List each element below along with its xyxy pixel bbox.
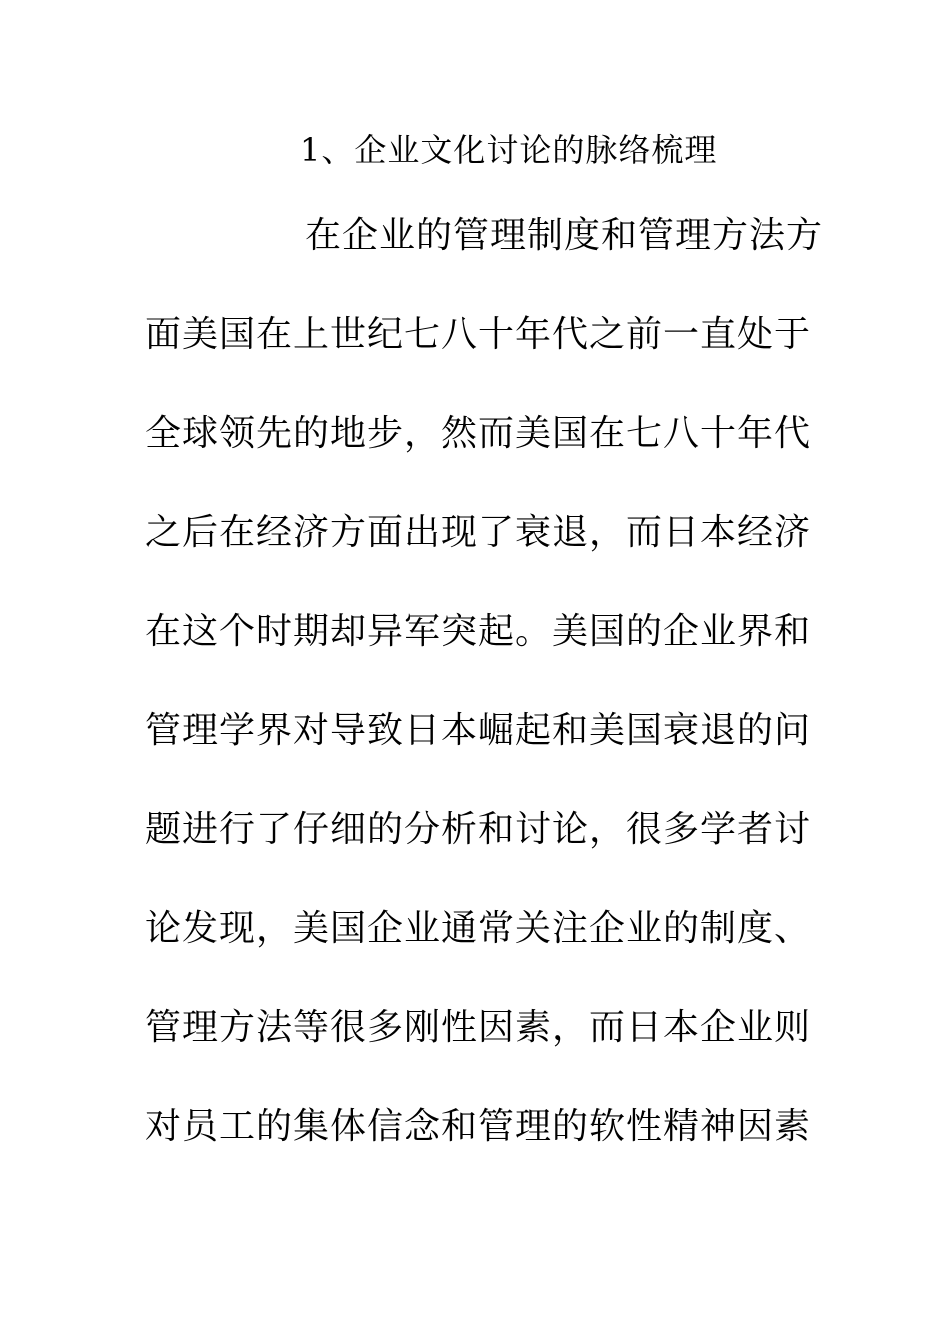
paragraph-line: 论发现，美国企业通常关注企业的制度、 [145, 908, 812, 949]
paragraph-line: 之后在经济方面出现了衰退，而日本经济 [145, 512, 812, 553]
paragraph-line: 全球领先的地步，然而美国在七八十年代 [145, 413, 812, 454]
section-heading: 1、企业文化讨论的脉络梳理 [300, 131, 718, 169]
paragraph-line: 题进行了仔细的分析和讨论，很多学者讨 [145, 809, 812, 850]
paragraph-line: 管理方法等很多刚性因素，而日本企业则 [145, 1007, 812, 1048]
paragraph-line: 管理学界对导致日本崛起和美国衰退的问 [145, 710, 812, 751]
paragraph-line: 面美国在上世纪七八十年代之前一直处于 [145, 314, 812, 355]
paragraph-line: 对员工的集体信念和管理的软性精神因素 [145, 1106, 812, 1147]
paragraph-line: 在企业的管理制度和管理方法方 [305, 215, 824, 256]
paragraph-line: 在这个时期却异军突起。美国的企业界和 [145, 611, 812, 652]
